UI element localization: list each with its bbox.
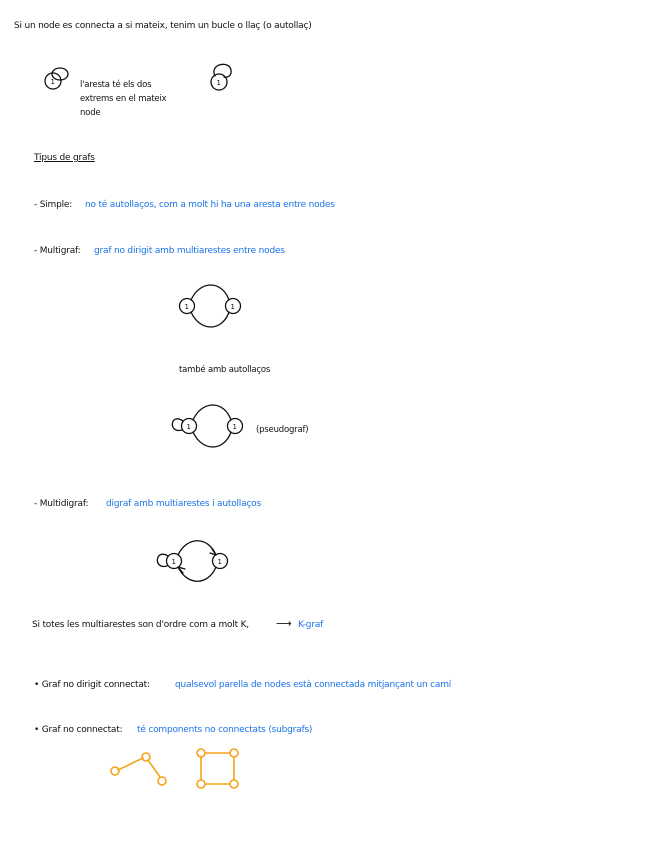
kgraf-text: Si totes les multiarestes son d'ordre com a molt K, <box>32 620 249 630</box>
loop-caption <box>80 80 167 118</box>
pseudograph-figure <box>166 400 248 452</box>
loop-caption-line-3: node <box>80 108 101 118</box>
multidigraf-label: - Multidigraf: <box>34 499 89 509</box>
multigraf-desc: graf no dirigit amb multiarestes entre nodes <box>94 246 285 256</box>
no-connectat-desc: té components no connectats (subgrafs) <box>137 725 313 735</box>
loop-caption-line-1: l'aresta té els dos <box>80 80 152 90</box>
node-label: 1 <box>217 558 222 566</box>
loop-note: Si un node es connecta a si mateix, tenim un bucle o llaç (o autollaç) <box>14 21 312 31</box>
kgraf-result: K-graf <box>298 620 324 630</box>
connectat-desc: qualsevol parella de nodes està connectada mitjançant un camí <box>175 680 452 690</box>
multidigraf-desc: digraf amb multiarestes i autollaços <box>106 499 261 509</box>
simple-desc: no té autollaços, com a molt hi ha una aresta entre nodes <box>85 200 335 210</box>
kgraf-arrow: ⟶ <box>276 617 292 630</box>
node-label: 1 <box>50 78 55 86</box>
multigraf-label: - Multigraf: <box>34 246 81 256</box>
simple-label: - Simple: <box>34 200 73 210</box>
disconnected-graph-figure <box>104 746 244 796</box>
no-connectat-label: • Graf no connectat: <box>34 725 123 735</box>
connectat-label: • Graf no dirigit connectat: <box>34 680 150 690</box>
loop-caption-line-2: extrems en el mateix <box>80 94 167 104</box>
self-loop-figure-left <box>40 62 80 98</box>
tambe-label: també amb autollaços <box>179 365 271 375</box>
node-label: 1 <box>171 558 176 566</box>
section-title: Tipus de grafs <box>34 153 95 163</box>
node-label: 1 <box>186 423 191 431</box>
node-label: 1 <box>184 303 189 311</box>
node-label: 1 <box>232 423 237 431</box>
node-label: 1 <box>230 303 235 311</box>
pseudograf-label: (pseudograf) <box>256 425 309 435</box>
multigraph-figure <box>176 282 246 332</box>
node-label: 1 <box>216 79 221 87</box>
self-loop-figure-right <box>205 58 245 98</box>
multidigraph-figure <box>152 536 236 588</box>
